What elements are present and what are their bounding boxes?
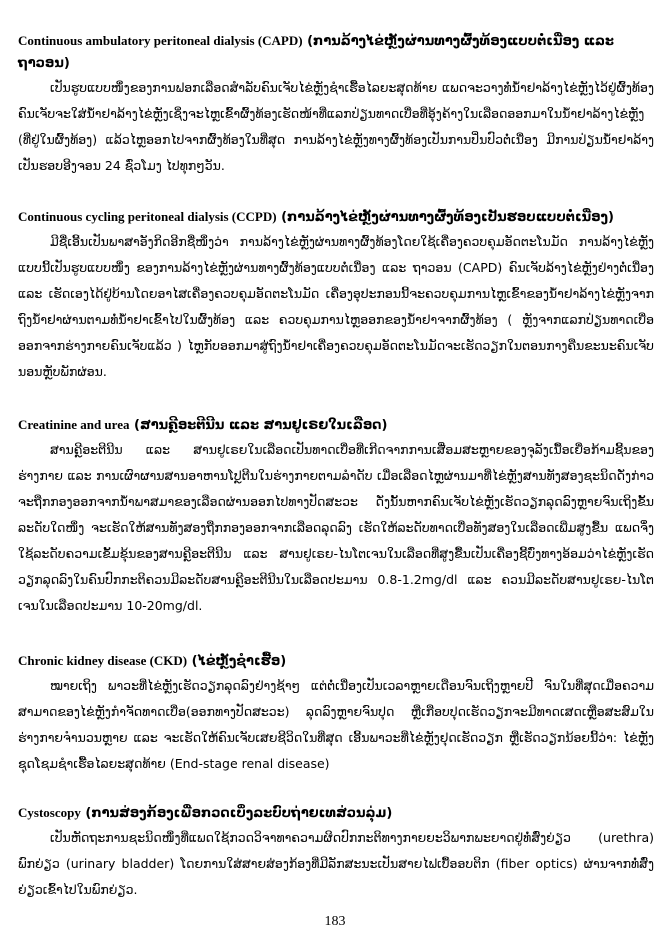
entry-heading	[18, 650, 654, 673]
entry-lao-title: (ການລ້າງໄຂ່ຫຼັງຜ່ານທາງຜົ້ງທ້ອງແບບຕໍ່ເນື່ອງ ແລະ ຖາວອນ)	[18, 34, 614, 71]
entry-lao-title: (ສານຄຼີອະຕີນີນ ແລະ ສານຢູເຣຍໃນເລືອດ)	[134, 418, 388, 433]
entry-term: Continuous cycling peritoneal dialysis (CCPD)	[18, 209, 277, 224]
entry-lao-title: (ໄຂ່ຫຼັງຊຳເຮື້ອ)	[191, 654, 287, 669]
entry-term: Continuous ambulatory peritoneal dialysis (CAPD)	[18, 33, 303, 48]
entry-lao-title: (ການລ້າງໄຂ່ຫຼັງຜ່ານທາງຜົ້ງທ້ອງເປັນຮອບແບບຕໍ່ເນື່ອງ)	[281, 210, 614, 225]
entry-body: ເປັນຮູບແບບໜຶ່ງຂອງການຟອກເລືອດສຳລັບຄົນເຈັບໄຂ່ຫຼັງຊຳເຮື້ອໄລຍະສຸດທ້າຍ ແພດຈະວາງທໍ່ນ້ຳຢາລ້າງໄຂ່ຫຼັງໄວ້ຢູ່ຜົ້ງທ້ອງ ຄົນເຈັບຈະໃສ່ນ້ຳຢາລ້າງໄຂ່ຫຼັງເຊິ່ງຈະໄຫຼເຂົ້າຜົ້ງທ້ອງເຮັດໜ້າທີ່ແລກປ່ຽນທາດເບື່ອທີ່ອຸ້ງຄ້າງໃນເລືອດອອກມາໃນນ້ຳຢາລ້າງໄຂ່ຫຼັງ (ທີ່ຢູ່ໃນຜົ້ງທ້ອງ) ແລ້ວໄຫຼອອກໄປຈາກຜົ້ງທ້ອງໃນທີ່ສຸດ ການລ້າງໄຂ່ຫຼັງທາງຜົ້ງທ້ອງເປັນການປິ່ນປົວຕໍ່ເນື່ອງ ມີການປ່ຽນນ້ຳຢາລ້າງເປັນຮອບອີງຈອນ 24 ຊົ່ວໂມງ ໄປທຸກໆວັນ.	[18, 80, 654, 173]
entry-heading	[18, 414, 654, 437]
entry-ckd	[18, 650, 654, 777]
entry-term: Chronic kidney disease (CKD)	[18, 653, 188, 668]
entry-term: Creatinine and urea	[18, 417, 130, 432]
entry-body: ມີຊື່ເອີ້ນເປັນພາສາອັງກິດອີກຊື່ໜຶ່ງວ່າ ການລ້າງໄຂ່ຫຼັງຜ່ານທາງຜົ້ງທ້ອງໂດຍໃຊ້ເຄື່ອງຄວບຄຸມອັດຕະໂນມັດ ການລ້າງໄຂ່ຫຼັງແບບນີ້ເປັນຮູບແບບໜຶ່ງ ຂອງການລ້າງໄຂ່ຫຼັງຜ່ານທາງຜົ້ງທ້ອງແບບຕໍ່ເນື່ອງ ແລະ ຖາວອນ (CAPD) ຄົນເຈັບລ້າງໄຂ່ຫຼັງຢ່າງຕໍ່ເນື່ອງ ແລະ ເຮັດເອງໄດ້ຢູ່ບ້ານໂດຍອາໄສເຄື່ອງຄວບຄຸມອັດຕະໂນມັດ ເຄື່ອງອຸປະກອນນີ້ຈະຄວບຄຸມການໄຫຼເຂົ້າຂອງນ້ຳຢາລ້າງໄຂ່ຫຼັງຈາກຖົງນ້ຳຢາຜ່ານຕາມທໍ່ນ້ຳຢາເຂົ້າໄປໃນຜົ້ງທ້ອງ ແລະ ຄວບຄຸມການໄຫຼອອກຂອງນ້ຳຢາຈາກຜົ້ງທ້ອງ ( ຫຼັງຈາກແລກປ່ຽນທາດເບື່ອອອກຈາກຮ່າງກາຍຄົນເຈັບແລ້ວ ) ໄຫຼກັບອອກມາສູ່ຖົງນ້ຳຢາເຄື່ອງຄວບຄຸມອັດຕະໂນມັດຈະເຮັດວຽກໃນຕອນກາງຄືນຂະນະຄົນເຈັບນອນຫຼັບພັກຜ່ອນ.	[18, 234, 654, 379]
entry-lao-title: (ການສ່ອງກ້ອງເພື່ອກວດເບິ່ງລະບົບຖ່າຍເທສ່ວນລຸ່ມ)	[85, 806, 393, 821]
entry-creatinine-urea	[18, 414, 654, 619]
entry-cystoscopy	[18, 802, 654, 903]
entry-heading	[18, 802, 654, 825]
entry-ccpd	[18, 206, 654, 385]
entry-heading	[18, 30, 654, 75]
entry-term: Cystoscopy	[18, 805, 81, 820]
entry-body: ໝາຍເຖິງ ພາວະທີ່ໄຂ່ຫຼັງເຮັດວຽກລຸດລົງຢ່າງຊ້າໆ ແຕ່ຕໍ່ເນື່ອງເປັນເວລາຫຼາຍເດືອນຈົນເຖິງຫຼາຍປີ ຈົນໃນທີ່ສຸດເມື່ອຄວາມສາມາດຂອງໄຂ່ຫຼັງກຳຈັດທາດເບື່ອ(ອອກທາງປັດສະວະ) ລຸດລົງຫຼາຍຈົນປຸດ ຫຼືເກືອບປຸດເຮັດວຽກຈະມີທາດເສດເຫຼືອສະສົມໃນຮ່າງກາຍຈຳນວນຫຼາຍ ແລະ ຈະເຮັດໃຫ້ຄົນເຈັບເສຍຊີວິດໃນທີ່ສຸດ ເອີ້ນພາວະທີ່ໄຂ່ຫຼັງຢຸດເຮັດວຽກ ຫຼືເຮັດວຽກນ້ອຍນີ້ວ່າ: ໄຂ່ຫຼັງຊຸດໂຊມຊຳເຮື້ອໄລຍະສຸດທ້າຍ (End-stage renal disease)	[18, 678, 654, 771]
page-number: 183	[324, 914, 346, 929]
entry-body: ສານຄຼີອະຕີນີນ ແລະ ສານຢູເຣຍໃນເລືອດເປັນທາດເບື່ອທີ່ເກີດຈາກການເສື່ອມສະຫຼາຍຂອງຈຸລັງເນື້ອເຍື່ອກ້າມຊີ້ນຂອງຮ່າງກາຍ ແລະ ການເຜົາຜານສານອາຫານໂປຼຕີນໃນຮ່າງກາຍຕາມລຳດັບ ເມື່ອເລືອດໄຫຼຜ່ານມາທີ່ໄຂ່ຫຼັງສານທັງສອງຊະນິດດັ່ງກ່າວຈະຖືກກອງອອກຈາກນ້ຳພາສມາຂອງເລືອດຜ່ານອອກໄປທາງປັດສະວະ ດັ່ງນັ້ນຫາກຄົນເຈັບໄຂ່ຫຼັງເຮັດວຽກລຸດລົງຫຼາຍຈົນເຖິງຂັ້ນລະດັບໃດໜຶ່ງ ຈະເຮັດໃຫ້ສານທັງສອງຖືກກອງອອກຈາກເລືອດລຸດລົງ ເຮັດໃຫ້ລະດັບທາດເບື່ອທັງສອງໃນເລືອດເພີ່ມສູງຂື້ນ ແພດຈຶ່ງໃຊ້ລະດັບຄວາມເຂັ້ມຂຸ້ນຂອງສານຄຼີອະຕີນີນ ແລະ ສານຢູເຣຍ-ໄນໂຕເຈນໃນເລືອດທີ່ສູງຂື້ນເປັນເຄື່ອງຊີ້ບົ່ງທາງອ້ອມວ່າໄຂ່ຫຼັງເຮັດວຽກລຸດລົງໃນຄົນປົກກະຕິຄວນມີລະດັບສານຄຼີອະຕີນີນໃນເລືອດປະມານ 0.8-1.2mg/dl ແລະ ຄວນມີລະດັບສານຢູເຣຍ-ໄນໂຕເຈນໃນເລືອດປະມານ 10-20mg/dl.	[18, 442, 654, 613]
entry-heading	[18, 206, 654, 229]
entry-body: ເປັນຫັດຖະການຊະນິດໜຶ່ງທີ່ແພດໃຊ້ກວດວິຈາທາຄວາມຜິດປົກກະຕິທາງກາຍຍະວິພາກພະຍາດຢູ່ທໍ່ສົ່ງຍ່ຽວ (urethra) ພົກຍ່ຽວ (urinary bladder) ໂດຍການໃສ່ສາຍສ່ອງກ້ອງທີ່ມີລັກສະນະເປັນສາຍໄຟເບື້ອອບຕິກ (fiber optics) ຜ່ານຈາກທໍ່ສົ່ງຍ່ຽວເຂົ້າໄປໃນພົກຍ່ຽວ.	[18, 830, 654, 897]
entry-capd	[18, 30, 654, 179]
